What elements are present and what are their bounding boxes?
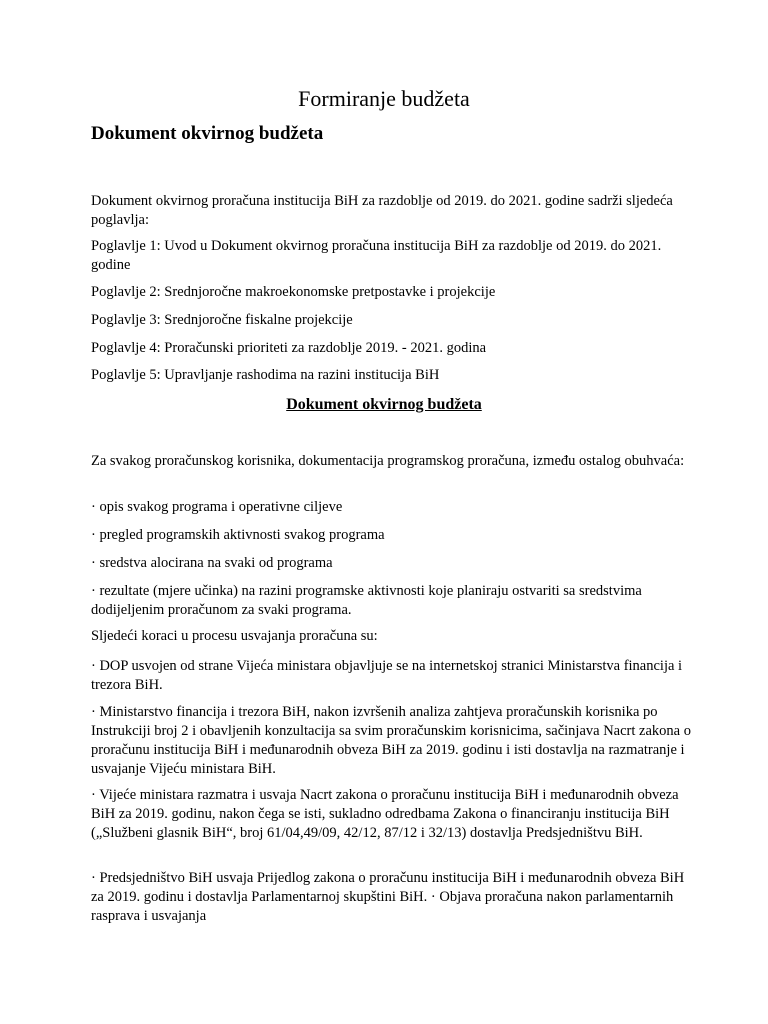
chapter-item: Poglavlje 3: Srednjoročne fiskalne projekcije xyxy=(91,312,353,328)
bullet-item: · pregled programskih aktivnosti svakog programa xyxy=(91,527,385,543)
intro-paragraph: Za svakog proračunskog korisnika, dokumentacija programskog proračuna, između ostalog obuhvaća: xyxy=(91,453,685,469)
step-item: · Ministarstvo financija i trezora BiH, nakon izvršenih analiza zahtjeva proračunskih korisnika po Instrukciji broj 2 i obavljenih konzultacija sa svim proračunskim korisnicima, sačinjava Nacrt zakona o proračunu institucija BiH i međunarodnih obveza BiH za 2019. godinu i isti dostavlja na razmatranje i usvajanje Vijeću ministara BiH. xyxy=(91,704,691,777)
bullet-item: · sredstva alocirana na svaki od programa xyxy=(91,555,333,571)
bullet-item: · opis svakog programa i operativne ciljeve xyxy=(91,499,343,515)
steps-intro: Sljedeći koraci u procesu usvajanja proračuna su: xyxy=(91,628,378,644)
step-item: · Vijeće ministara razmatra i usvaja Nacrt zakona o proračunu institucija BiH i međunarodnih obveza BiH za 2019. godinu, nakon čega se isti, sukladno odredbama Zakona o financiranju institucija BiH („Službeni glasnik BiH“, broj 61/04,49/09, 42/12, 87/12 i 32/13) dostavlja Predsjedništvu BiH. xyxy=(91,787,679,841)
section-heading: Dokument okvirnog budžeta xyxy=(91,123,324,144)
section-heading-underlined: Dokument okvirnog budžeta xyxy=(286,396,482,413)
chapter-item: Poglavlje 4: Proračunski prioriteti za razdoblje 2019. - 2021. godina xyxy=(91,340,487,356)
bullet-item: · rezultate (mjere učinka) na razini programske aktivnosti koje planiraju ostvariti sa sredstvima dodijeljenim proračunom za svaki programa. xyxy=(91,583,642,618)
chapter-item: Poglavlje 1: Uvod u Dokument okvirnog proračuna institucija BiH za razdoblje od 2019. do 2021. godine xyxy=(91,238,662,273)
document-title: Formiranje budžeta xyxy=(298,86,470,111)
chapter-item: Poglavlje 2: Srednjoročne makroekonomske pretpostavke i projekcije xyxy=(91,284,496,300)
chapter-item: Poglavlje 5: Upravljanje rashodima na razini institucija BiH xyxy=(91,367,440,383)
step-item: · DOP usvojen od strane Vijeća ministara objavljuje se na internetskoj stranici Ministarstva financija i trezora BiH. xyxy=(91,658,683,693)
intro-paragraph: Dokument okvirnog proračuna institucija BiH za razdoblje od 2019. do 2021. godine sadrži sljedeća poglavlja: xyxy=(91,193,673,228)
step-item: · Predsjedništvo BiH usvaja Prijedlog zakona o proračunu institucija BiH i međunarodnih obveza BiH za 2019. godinu i dostavlja Parlamentarnoj skupštini BiH. · Objava proračuna nakon parlamentarnih rasprava i usvajanja xyxy=(91,870,685,924)
